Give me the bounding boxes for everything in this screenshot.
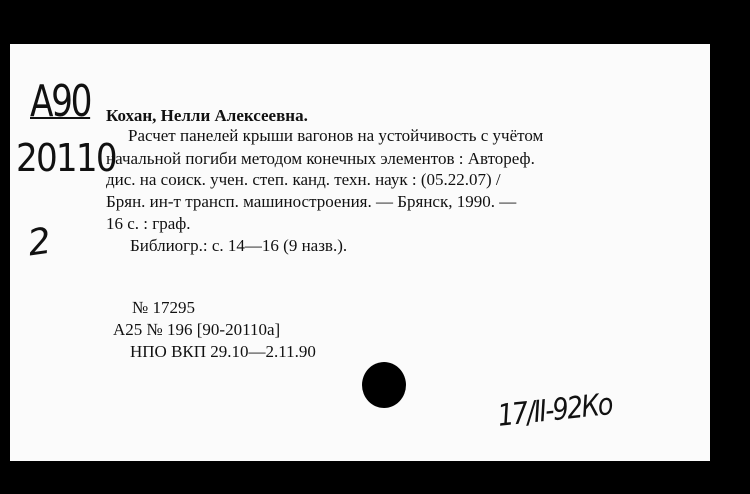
title-line-1: Расчет панелей крыши вагонов на устойчивость с учётом (128, 126, 544, 145)
author-name: Кохан, Нелли Алексеевна. (106, 106, 308, 125)
title-line-2: начальной погиби методом конечных элементов : Автореф. (106, 149, 535, 168)
title-line-4: Брян. ин-т трансп. машиностроения. — Брянск, 1990. — (106, 192, 517, 211)
handwritten-mark: 2 (25, 220, 54, 265)
handwritten-number: 20110 (16, 136, 116, 180)
accession-number: № 17295 (132, 298, 195, 317)
title-line-5: 16 с. : граф. (106, 214, 191, 233)
bibliography-note: Библиогр.: с. 14—16 (9 назв.). (130, 236, 348, 255)
inventory-number: А25 № 196 [90-20110а] (113, 320, 281, 339)
handwritten-shelf-code: A90 (30, 76, 91, 127)
title-line-3: дис. на соиск. учен. степ. канд. техн. наук : (05.22.07) / (106, 170, 501, 189)
punch-hole (362, 362, 406, 408)
handwritten-date-stamp: 17/II-92Ко (496, 387, 614, 434)
npo-record: НПО ВКП 29.10—2.11.90 (130, 342, 316, 361)
catalog-card (10, 44, 710, 461)
